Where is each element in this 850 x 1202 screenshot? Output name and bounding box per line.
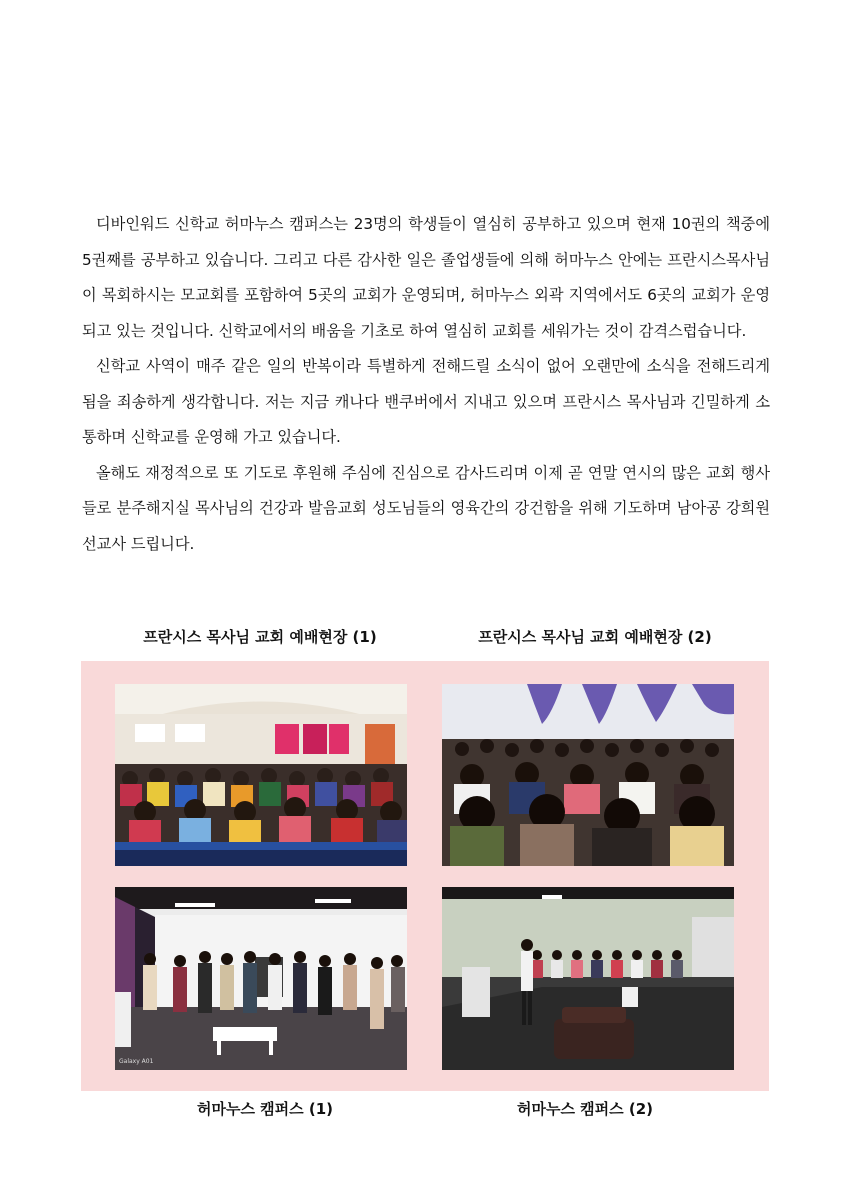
paragraph-3: 올해도 재정적으로 또 기도로 후원해 주심에 진심으로 감사드리며 이제 곧 연말 연시의 많은 교회 행사들로 분주해지실 목사님의 건강과 발음교회 성도님들의 영육간의 강건함을 위해 기도하며 남아공 강희원선교사 드립니다. xyxy=(82,463,770,553)
photo-watermark: Galaxy A01 xyxy=(119,1058,154,1065)
photo-church-service-1 xyxy=(115,684,407,866)
photo-church-service-2 xyxy=(442,684,734,866)
caption-church-service-2: 프란시스 목사님 교회 예배현장 (2) xyxy=(478,628,712,646)
paragraph-2: 신학교 사역이 매주 같은 일의 반복이라 특별하게 전해드릴 소식이 없어 오랜만에 소식을 전해드리게 됨을 죄송하게 생각합니다. 저는 지금 캐나다 밴쿠버에서 지내고 있으며 프란시스 목사님과 긴밀하게 소통하며 신학교를 운영해 가고 있습니다. xyxy=(82,357,770,446)
caption-church-service-1: 프란시스 목사님 교회 예배현장 (1) xyxy=(143,628,377,646)
photo-campus-1 xyxy=(115,887,407,1070)
photo-panel xyxy=(81,661,769,1091)
paragraph-1: 디바인워드 신학교 허마누스 캠퍼스는 23명의 학생들이 열심히 공부하고 있으며 현재 10권의 책중에 5권째를 공부하고 있습니다. 그리고 다른 감사한 일은 졸업생들에 의해 허마누스 안에는 프란시스목사님이 목회하시는 모교회를 포함하여 5곳의 교회가 운영되며, 허마누스 외곽 지역에서도 6곳의 교회가 운영되고 있는 것입니다. 신학교에서의 배움을 기초로 하여 열심히 교회를 세워가는 것이 감격스럽습니다. xyxy=(82,215,770,340)
caption-campus-2: 허마누스 캠퍼스 (2) xyxy=(516,1100,654,1118)
photo-campus-2 xyxy=(442,887,734,1070)
body-text xyxy=(82,207,770,562)
caption-campus-1: 허마누스 캠퍼스 (1) xyxy=(196,1100,334,1118)
